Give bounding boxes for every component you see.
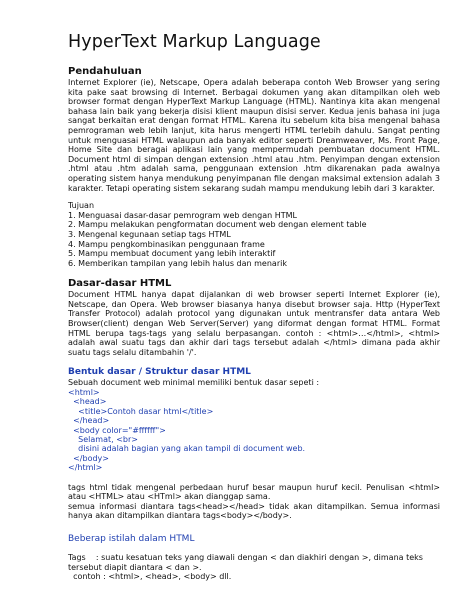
dasar-paragraph: Document HTML hanya dapat dijalankan di web browser seperti Internet Explorer (ie), Netscape, dan Opera. Web browser biasanya hanya disebut browser saja. Http (HyperText Transfer Protocol) adalah protocol yang digunakan untuk mentransfer data antara Web Browser(client) dengan Web Server(Server) yang diformat dengan format HTML. Format HTML berupa tags-tags yang selalu berpasangan. contoh : <html>…</html>, <html> adalah awal suatu tags dan akhir dari tags tersebut adalah </html> dimana pada akhir suatu tags selalu ditambahin '/'. (68, 290, 440, 357)
code-line: <html> (68, 388, 100, 398)
code-line: <head> (68, 397, 107, 407)
list-item: 6. Memberikan tampilan yang lebih halus dan menarik (68, 258, 287, 268)
list-item: 1. Menguasai dasar-dasar pemrogram web dengan HTML (68, 210, 297, 220)
code-line: </html> (68, 463, 103, 473)
tujuan-list (68, 211, 440, 269)
list-item: 3. Mengenal kegunaan setiap tags HTML (68, 229, 231, 239)
code-line: </head> (68, 416, 110, 426)
istilah-line: Tags : suatu kesatuan teks yang diawali dengan < dan diakhiri dengan >, dimana teks (68, 553, 423, 563)
section-heading-dasar: Dasar-dasar HTML (68, 278, 172, 290)
istilah-line: contoh : <html>, <head>, <body> dll. (68, 572, 232, 582)
code-line: <body color="#ffffff"> (68, 425, 166, 435)
list-item: 4. Mampu pengkombinasikan penggunaan frame (68, 239, 265, 249)
section-heading-istilah: Beberap istilah dalam HTML (68, 534, 195, 545)
code-token: </title> (181, 406, 214, 416)
code-line (68, 407, 440, 416)
section-heading-pendahuluan: Pendahuluan (68, 66, 142, 77)
list-item: 2. Mampu melakukan pengformatan document web dengan element table (68, 220, 367, 230)
document-title: HyperText Markup Language (68, 32, 321, 52)
list-item: 5. Mampu membuat document yang lebih interaktif (68, 249, 276, 259)
bentuk-note-1: tags html tidak mengenal perbedaan huruf besar maupun huruf kecil. Penulisan <html> atau <HTML> atau <HTml> akan dianggap sama. (68, 482, 440, 502)
istilah-line: tersebut diapit diantara < dan >. (68, 562, 202, 572)
code-example (68, 388, 440, 473)
tujuan-label: Tujuan (68, 201, 95, 211)
section-heading-bentuk: Bentuk dasar / Struktur dasar HTML (68, 367, 251, 378)
code-line: Selamat, <br> (68, 435, 138, 445)
bentuk-note-2: semua informasi diantara tags<head></head> tidak akan ditampilkan. Semua informasi hanya akan ditampilkan diantara tags<body></body>. (68, 501, 440, 521)
code-line: </body> (68, 453, 109, 463)
code-token: Contoh dasar html (107, 406, 182, 416)
pendahuluan-paragraph: Internet Explorer (ie), Netscape, Opera adalah beberapa contoh Web Browser yang sering kita pake saat browsing di Internet. Berbagai dokumen yang akan ditampilkan oleh web browser format dengan HyperText Markup Language (HTML). Nantinya kita akan mengenal bahasa lain baik yang bekerja disisi klient maupun disisi server. Kedua jenis bahasa ini juga sangat berkaitan erat dengan format HTML. Karena itu sebelum kita bisa mengenal bahasa pemrograman web lebih lanjut, kita harus mengerti HTML terlebih dahulu. Sangat penting untuk menguasai HTML walaupun ada banyak editor seperti Dreamweaver, Ms. Front Page, Home Site dan beragai aplikasi lain yang mempermudah pembuatan document HTML. Document html di simpan dengan extension .html atau .htm. Penyimpan dengan extension .html atau .htm adalah sama, penggunaan extension .htm dikarenakan pada awalnya operating sistem hanya mendukung penyimpanan file dengan maksimal extension adalah 3 karakter. Tetapi operating sistem sekarang sudah mampu mendukung lebih dari 3 karakter. (68, 78, 440, 193)
bentuk-intro: Sebuah document web minimal memiliki bentuk dasar sepeti : (68, 378, 320, 388)
code-token: <title> (68, 406, 108, 416)
code-line: disini adalah bagian yang akan tampil di document web. (68, 444, 306, 454)
